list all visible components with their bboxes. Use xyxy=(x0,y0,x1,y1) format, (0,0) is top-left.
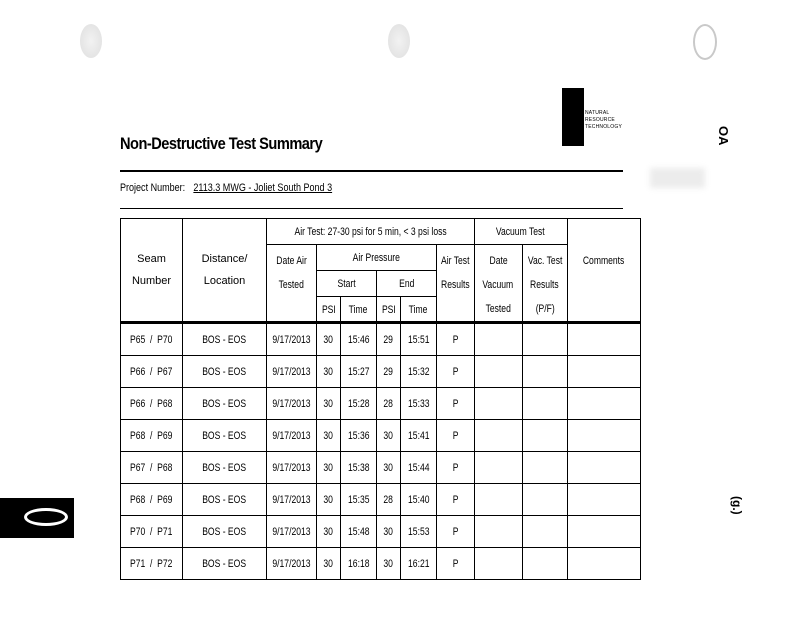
start-time-cell xyxy=(340,548,376,580)
start-psi-cell xyxy=(316,356,340,388)
date-cell xyxy=(267,548,317,580)
company-logo xyxy=(562,88,624,146)
title-rule xyxy=(120,170,623,172)
edge-mark-right: (g.) xyxy=(730,496,744,515)
start-psi-cell xyxy=(316,516,340,548)
end-psi-cell xyxy=(376,356,400,388)
seam-cell-text: P70 / P71 xyxy=(130,525,173,538)
date-cell xyxy=(267,356,317,388)
comments-cell xyxy=(567,356,640,388)
seam-cell xyxy=(121,323,183,356)
seam-cell-text: P68 / P69 xyxy=(130,493,173,506)
location-cell xyxy=(183,420,267,452)
logo-line-3: TECHNOLOGY xyxy=(585,124,623,130)
project-number-value: 2113.3 MWG - Joliet South Pond 3 xyxy=(193,182,333,194)
project-number-line xyxy=(120,182,332,194)
end-time-cell xyxy=(400,452,436,484)
comments-cell xyxy=(567,388,640,420)
seam-cell-text: P67 / P68 xyxy=(130,461,173,474)
date-air-label-1: Date Air xyxy=(276,255,307,267)
logo-mark xyxy=(562,88,584,146)
result-cell-text: P xyxy=(452,365,459,378)
end-time-cell xyxy=(400,516,436,548)
air-results-label-1: Air Test xyxy=(441,255,470,267)
seam-cell-text: P71 / P72 xyxy=(130,557,173,570)
header-air-test-results xyxy=(436,245,474,323)
result-cell-text: P xyxy=(452,429,459,442)
end-psi-cell-text: 28 xyxy=(383,397,394,410)
end-time-cell-text: 15:41 xyxy=(407,429,430,442)
hole-punch-center xyxy=(388,24,410,58)
binder-tab xyxy=(0,498,74,538)
vac-result-cell xyxy=(522,516,567,548)
start-psi-cell-text: 30 xyxy=(323,429,334,442)
end-time-cell xyxy=(400,356,436,388)
vacuum-heading: Vacuum Test xyxy=(496,225,546,238)
table-row xyxy=(121,356,641,388)
start-time-cell xyxy=(340,484,376,516)
table-row xyxy=(121,452,641,484)
result-cell xyxy=(436,356,474,388)
end-time-cell-text: 15:51 xyxy=(407,333,430,346)
start-time-cell xyxy=(340,356,376,388)
vacuum-date-cell xyxy=(474,548,522,580)
header-distance-location xyxy=(183,219,267,323)
end-label: End xyxy=(398,277,415,290)
vac-result-cell xyxy=(522,452,567,484)
tab-oval xyxy=(24,508,68,526)
test-summary-table xyxy=(120,218,641,580)
table-body xyxy=(121,323,641,580)
vac-results-label-1: Vac. Test xyxy=(527,255,563,267)
start-time-cell xyxy=(340,420,376,452)
hole-punch-right xyxy=(693,24,717,60)
header-air-test xyxy=(267,219,475,245)
date-cell-text: 9/17/2013 xyxy=(272,461,311,474)
seam-cell-text: P65 / P70 xyxy=(130,333,173,346)
logo-line-2: RESOURCE xyxy=(585,117,615,123)
seam-cell xyxy=(121,356,183,388)
end-psi-cell-text: 29 xyxy=(383,365,394,378)
vac-result-cell xyxy=(522,323,567,356)
end-time-cell xyxy=(400,388,436,420)
header-comments xyxy=(567,219,640,323)
header-start-time xyxy=(340,297,376,323)
date-cell-text: 9/17/2013 xyxy=(272,429,311,442)
vacuum-date-cell xyxy=(474,356,522,388)
seam-label-1: Seam xyxy=(137,253,166,265)
end-psi-cell-text: 30 xyxy=(383,461,394,474)
table-row xyxy=(121,420,641,452)
seam-cell-text: P66 / P68 xyxy=(130,397,173,410)
start-time-cell-text: 15:46 xyxy=(347,333,370,346)
start-psi-cell xyxy=(316,452,340,484)
result-cell-text: P xyxy=(452,525,459,538)
location-cell xyxy=(183,323,267,356)
end-psi-cell-text: 29 xyxy=(383,333,394,346)
location-cell xyxy=(183,388,267,420)
comments-cell xyxy=(567,548,640,580)
scan-smudge xyxy=(650,168,705,188)
location-cell xyxy=(183,516,267,548)
start-psi-cell-text: 30 xyxy=(323,525,334,538)
seam-cell xyxy=(121,484,183,516)
header-start xyxy=(316,271,376,297)
vac-result-cell xyxy=(522,420,567,452)
start-time-cell-text: 15:48 xyxy=(347,525,370,538)
start-psi-cell-text: 30 xyxy=(323,461,334,474)
logo-line-1: NATURAL xyxy=(585,110,610,116)
result-cell xyxy=(436,323,474,356)
table-row xyxy=(121,388,641,420)
start-psi-cell xyxy=(316,388,340,420)
location-cell-text: BOS - EOS xyxy=(202,557,247,570)
date-cell xyxy=(267,420,317,452)
vacuum-date-label-2: Vacuum xyxy=(482,279,514,291)
start-time-cell-text: 15:38 xyxy=(347,461,370,474)
start-time-cell-text: 15:27 xyxy=(347,365,370,378)
distance-label-1: Distance/ xyxy=(201,253,248,265)
vac-result-cell xyxy=(522,548,567,580)
table-row xyxy=(121,484,641,516)
vac-result-cell xyxy=(522,484,567,516)
result-cell xyxy=(436,548,474,580)
result-cell-text: P xyxy=(452,333,459,346)
seam-cell xyxy=(121,548,183,580)
date-cell-text: 9/17/2013 xyxy=(272,365,311,378)
seam-label-2: Number xyxy=(131,275,172,287)
start-psi-cell xyxy=(316,323,340,356)
document-title: Non-Destructive Test Summary xyxy=(120,134,323,153)
air-pressure-label: Air Pressure xyxy=(352,251,401,264)
time-label: Time xyxy=(409,303,428,316)
start-label: Start xyxy=(337,277,356,290)
result-cell-text: P xyxy=(452,493,459,506)
end-psi-cell xyxy=(376,516,400,548)
header-start-psi xyxy=(316,297,340,323)
vac-results-label-2: Results xyxy=(530,279,560,291)
end-psi-cell xyxy=(376,323,400,356)
project-number-label: Project Number: xyxy=(120,182,186,194)
start-time-cell xyxy=(340,388,376,420)
date-cell xyxy=(267,484,317,516)
result-cell-text: P xyxy=(452,397,459,410)
location-cell-text: BOS - EOS xyxy=(202,429,247,442)
hole-punch-left xyxy=(80,24,102,58)
result-cell-text: P xyxy=(452,557,459,570)
result-cell-text: P xyxy=(452,461,459,474)
header-end xyxy=(376,271,436,297)
vac-result-cell xyxy=(522,356,567,388)
table-row xyxy=(121,548,641,580)
location-cell xyxy=(183,356,267,388)
seam-cell xyxy=(121,388,183,420)
location-cell-text: BOS - EOS xyxy=(202,333,247,346)
end-psi-cell xyxy=(376,420,400,452)
time-label: Time xyxy=(349,303,368,316)
start-psi-cell xyxy=(316,484,340,516)
psi-label: PSI xyxy=(321,303,336,316)
start-time-cell-text: 15:36 xyxy=(347,429,370,442)
end-psi-cell-text: 28 xyxy=(383,493,394,506)
end-time-cell xyxy=(400,323,436,356)
location-cell-text: BOS - EOS xyxy=(202,493,247,506)
date-cell xyxy=(267,323,317,356)
header-date-air-tested xyxy=(267,245,317,323)
result-cell xyxy=(436,516,474,548)
header-vacuum-test xyxy=(474,219,567,245)
end-time-cell-text: 15:40 xyxy=(407,493,430,506)
header-end-psi xyxy=(376,297,400,323)
end-time-cell xyxy=(400,484,436,516)
table-row xyxy=(121,323,641,356)
location-cell-text: BOS - EOS xyxy=(202,365,247,378)
header-end-time xyxy=(400,297,436,323)
location-cell xyxy=(183,484,267,516)
date-cell-text: 9/17/2013 xyxy=(272,333,311,346)
header-date-vacuum-tested xyxy=(474,245,522,323)
logo-text xyxy=(585,110,622,131)
start-psi-cell-text: 30 xyxy=(323,333,334,346)
date-cell-text: 9/17/2013 xyxy=(272,525,311,538)
location-cell xyxy=(183,452,267,484)
date-cell-text: 9/17/2013 xyxy=(272,397,311,410)
start-psi-cell-text: 30 xyxy=(323,365,334,378)
result-cell xyxy=(436,484,474,516)
table-row xyxy=(121,516,641,548)
header-vac-test-results xyxy=(522,245,567,323)
result-cell xyxy=(436,388,474,420)
date-cell xyxy=(267,388,317,420)
vacuum-date-label-1: Date xyxy=(489,255,508,267)
date-cell-text: 9/17/2013 xyxy=(272,557,311,570)
seam-cell xyxy=(121,516,183,548)
end-psi-cell-text: 30 xyxy=(383,429,394,442)
seam-cell-text: P66 / P67 xyxy=(130,365,173,378)
vacuum-date-cell xyxy=(474,323,522,356)
end-time-cell-text: 16:21 xyxy=(407,557,430,570)
end-time-cell xyxy=(400,420,436,452)
seam-cell xyxy=(121,452,183,484)
end-psi-cell-text: 30 xyxy=(383,525,394,538)
location-cell-text: BOS - EOS xyxy=(202,525,247,538)
date-cell-text: 9/17/2013 xyxy=(272,493,311,506)
start-psi-cell-text: 30 xyxy=(323,397,334,410)
comments-cell xyxy=(567,484,640,516)
end-time-cell xyxy=(400,548,436,580)
location-cell-text: BOS - EOS xyxy=(202,461,247,474)
date-cell xyxy=(267,516,317,548)
end-psi-cell-text: 30 xyxy=(383,557,394,570)
vacuum-date-cell xyxy=(474,484,522,516)
start-time-cell xyxy=(340,516,376,548)
location-cell-text: BOS - EOS xyxy=(202,397,247,410)
seam-cell xyxy=(121,420,183,452)
comments-cell xyxy=(567,516,640,548)
comments-cell xyxy=(567,323,640,356)
vacuum-date-cell xyxy=(474,452,522,484)
start-time-cell xyxy=(340,452,376,484)
vacuum-date-cell xyxy=(474,388,522,420)
header-seam-number xyxy=(121,219,183,323)
start-psi-cell-text: 30 xyxy=(323,493,334,506)
comments-cell xyxy=(567,420,640,452)
edge-mark-top: OA xyxy=(716,126,731,146)
end-psi-cell xyxy=(376,388,400,420)
start-time-cell-text: 15:28 xyxy=(347,397,370,410)
end-time-cell-text: 15:44 xyxy=(407,461,430,474)
psi-label: PSI xyxy=(381,303,396,316)
location-cell xyxy=(183,548,267,580)
distance-label-2: Location xyxy=(203,275,246,287)
vac-result-cell xyxy=(522,388,567,420)
date-air-label-2: Tested xyxy=(278,279,305,291)
start-psi-cell xyxy=(316,420,340,452)
result-cell xyxy=(436,420,474,452)
end-time-cell-text: 15:33 xyxy=(407,397,430,410)
start-psi-cell-text: 30 xyxy=(323,557,334,570)
comments-label: Comments xyxy=(583,255,625,267)
comments-cell xyxy=(567,452,640,484)
start-time-cell xyxy=(340,323,376,356)
seam-cell-text: P68 / P69 xyxy=(130,429,173,442)
start-time-cell-text: 16:18 xyxy=(347,557,370,570)
end-psi-cell xyxy=(376,452,400,484)
start-time-cell-text: 15:35 xyxy=(347,493,370,506)
header-air-pressure xyxy=(316,245,436,271)
end-time-cell-text: 15:32 xyxy=(407,365,430,378)
end-psi-cell xyxy=(376,548,400,580)
end-psi-cell xyxy=(376,484,400,516)
start-psi-cell xyxy=(316,548,340,580)
vac-results-label-3: (P/F) xyxy=(535,303,555,315)
project-rule xyxy=(120,208,623,209)
vacuum-date-cell xyxy=(474,516,522,548)
air-test-heading: Air Test: 27-30 psi for 5 min, < 3 psi loss xyxy=(294,225,447,238)
result-cell xyxy=(436,452,474,484)
end-time-cell-text: 15:53 xyxy=(407,525,430,538)
air-results-label-2: Results xyxy=(440,279,470,291)
vacuum-date-cell xyxy=(474,420,522,452)
date-cell xyxy=(267,452,317,484)
vacuum-date-label-3: Tested xyxy=(485,303,511,315)
